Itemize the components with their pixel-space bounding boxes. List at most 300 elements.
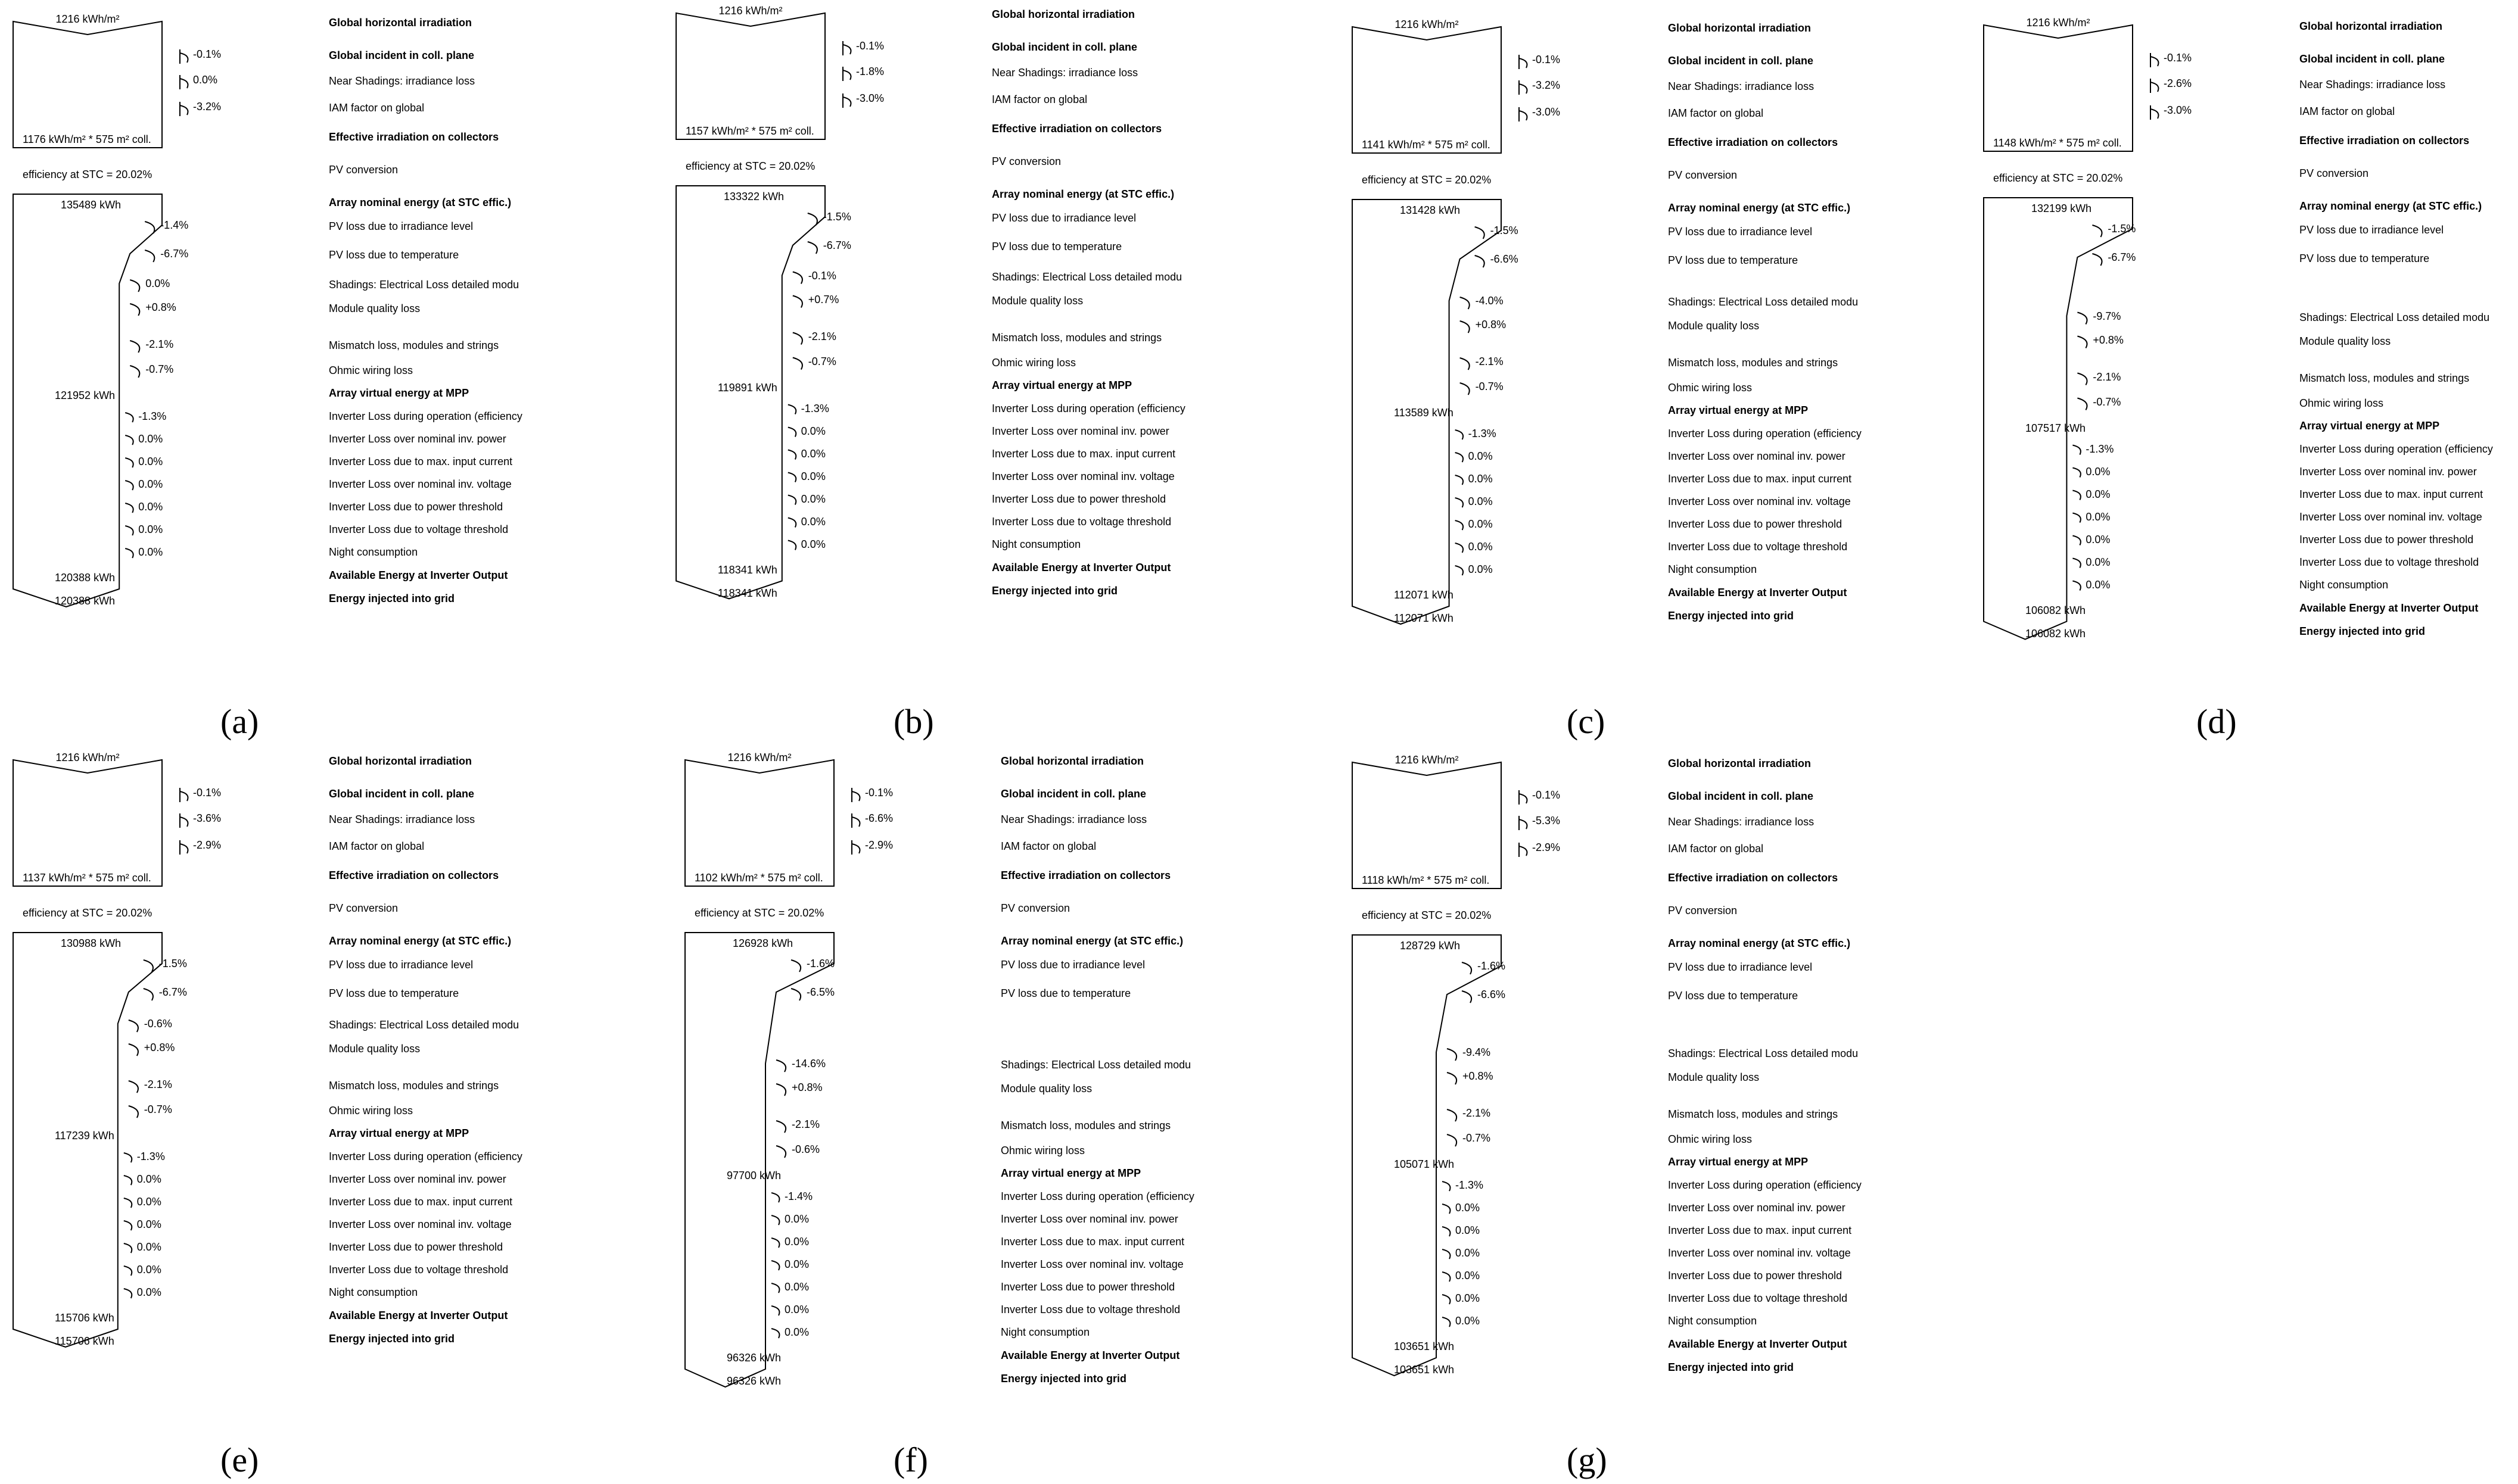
label-night: Night consumption — [1001, 1326, 1090, 1338]
loss-percent: -2.9% — [1532, 841, 1561, 853]
label-effective: Effective irradiation on collectors — [329, 131, 499, 143]
loss-percent: 0.0% — [1468, 541, 1493, 553]
label-elec-shading: Shadings: Electrical Loss detailed modu — [1668, 296, 1859, 308]
label-inv-current: Inverter Loss due to max. input current — [992, 447, 1176, 460]
loss-percent: -0.1% — [865, 787, 894, 799]
loss-percent: -1.3% — [801, 402, 829, 414]
loss-percent: 0.0% — [145, 278, 170, 289]
loss-hook-array — [130, 280, 139, 292]
loss-percent: -0.7% — [144, 1103, 172, 1115]
loss-hook-inverter — [1442, 1249, 1451, 1259]
loss-percent: 0.0% — [2086, 533, 2111, 545]
loss-percent: -2.1% — [1475, 356, 1504, 367]
label-near-shading: Near Shadings: irradiance loss — [329, 75, 475, 87]
array-nominal-value: 131428 kWh — [1400, 204, 1461, 216]
array-energy-box — [685, 933, 834, 1387]
irradiance-box — [685, 760, 834, 886]
loss-hook-inverter — [771, 1283, 780, 1293]
loss-percent: -6.7% — [158, 986, 187, 998]
available-energy-value: 115706 kWh — [55, 1312, 114, 1324]
loss-hook-top — [180, 79, 188, 88]
label-effective: Effective irradiation on collectors — [329, 869, 499, 881]
loss-hook-inverter — [2072, 445, 2081, 455]
loss-percent: -5.3% — [1532, 815, 1561, 827]
loss-percent: -3.6% — [193, 812, 222, 824]
label-inv-current: Inverter Loss due to max. input current — [1668, 1224, 1852, 1236]
loss-hook-array — [145, 250, 154, 262]
loss-hook-inverter — [124, 1243, 132, 1253]
label-injected: Energy injected into grid — [1001, 1373, 1127, 1385]
injected-energy-value: 120388 kWh — [55, 595, 116, 607]
loss-percent: -1.3% — [1468, 428, 1496, 439]
label-effective: Effective irradiation on collectors — [2299, 135, 2470, 146]
label-ohmic: Ohmic wiring loss — [1668, 1133, 1753, 1145]
loss-percent: -3.2% — [193, 101, 222, 113]
label-pv-conversion: PV conversion — [2299, 167, 2369, 179]
loss-hook-inverter — [788, 495, 796, 505]
loss-hook-array — [129, 1106, 138, 1118]
efficiency-text: efficiency at STC = 20.02% — [1993, 172, 2123, 184]
injected-energy-value: 106082 kWh — [2025, 627, 2086, 640]
loss-hook-inverter — [788, 541, 796, 550]
panel-caption: (e) — [220, 1441, 259, 1479]
panel-caption: (d) — [2196, 702, 2237, 741]
loss-hook-inverter — [771, 1193, 780, 1202]
loss-percent: 0.0% — [801, 515, 826, 528]
loss-hook-top — [843, 97, 851, 107]
label-inv-vth: Inverter Loss due to voltage threshold — [992, 515, 1172, 528]
loss-percent: 0.0% — [1455, 1292, 1480, 1304]
loss-percent: -2.1% — [145, 338, 174, 350]
loss-hook-inverter — [2072, 513, 2081, 523]
loss-hook-inverter — [771, 1261, 780, 1270]
loss-hook-array — [2092, 254, 2102, 266]
loss-hook-array — [144, 960, 153, 972]
loss-percent: -6.6% — [1477, 989, 1506, 1000]
label-mismatch: Mismatch loss, modules and strings — [1668, 1108, 1838, 1120]
label-array-mpp: Array virtual energy at MPP — [992, 379, 1132, 391]
panel-caption: (f) — [894, 1441, 928, 1479]
loss-percent: 0.0% — [1455, 1224, 1480, 1236]
loss-percent: -1.5% — [823, 211, 851, 223]
loss-hook-array — [1475, 255, 1484, 267]
loss-hook-inverter — [1455, 520, 1464, 530]
label-module-quality: Module quality loss — [1668, 1071, 1760, 1083]
loss-percent: -2.9% — [193, 839, 222, 851]
label-inv-eff: Inverter Loss during operation (efficiency — [992, 402, 1185, 414]
loss-hook-array — [130, 366, 139, 378]
label-array-nominal: Array nominal energy (at STC effic.) — [1668, 937, 1851, 949]
array-energy-box — [1352, 935, 1501, 1376]
label-array-mpp: Array virtual energy at MPP — [329, 387, 469, 399]
loss-hook-array — [2077, 336, 2087, 348]
loss-hook-array — [808, 213, 817, 225]
loss-hook-array — [791, 960, 801, 972]
array-mpp-value: 105071 kWh — [1394, 1158, 1455, 1170]
loss-hook-inverter — [124, 1221, 132, 1230]
loss-hook-array — [129, 1044, 138, 1056]
loss-hook-array — [144, 989, 153, 1000]
irradiance-box — [676, 13, 825, 139]
label-ghi: Global horizontal irradiation — [1668, 757, 1812, 769]
flow-arrow-svg — [1352, 27, 1978, 712]
available-energy-value: 118341 kWh — [718, 563, 777, 576]
label-mismatch: Mismatch loss, modules and strings — [329, 1080, 499, 1092]
label-inv-power: Inverter Loss over nominal inv. power — [329, 1173, 506, 1185]
loss-hook-inverter — [1455, 475, 1464, 485]
ghi-value: 1216 kWh/m² — [2026, 17, 2090, 29]
label-mismatch: Mismatch loss, modules and strings — [2299, 372, 2470, 384]
loss-hook-inverter — [2072, 468, 2081, 478]
loss-hook-array — [1447, 1109, 1456, 1121]
label-pv-conversion: PV conversion — [1001, 902, 1070, 914]
label-inv-voltage: Inverter Loss over nominal inv. voltage — [1001, 1258, 1184, 1270]
loss-hook-inverter — [1455, 453, 1464, 462]
loss-hook-top — [852, 844, 860, 853]
panel-caption: (g) — [1567, 1441, 1607, 1479]
label-irr-level: PV loss due to irradiance level — [329, 959, 474, 971]
label-module-quality: Module quality loss — [2299, 335, 2391, 347]
loss-hook-top — [1519, 58, 1527, 68]
flow-arrow-svg — [685, 760, 1311, 1445]
label-array-mpp: Array virtual energy at MPP — [1668, 404, 1809, 416]
loss-hook-inverter — [788, 405, 796, 414]
label-injected: Energy injected into grid — [2299, 625, 2426, 637]
label-effective: Effective irradiation on collectors — [1668, 136, 1838, 148]
label-incident: Global incident in coll. plane — [1001, 788, 1147, 800]
loss-hook-inverter — [1442, 1181, 1451, 1191]
label-inv-pth: Inverter Loss due to power threshold — [329, 501, 503, 513]
loss-percent: -1.3% — [1455, 1179, 1484, 1191]
array-nominal-value: 130988 kWh — [61, 937, 122, 949]
label-inv-pth: Inverter Loss due to power threshold — [2299, 533, 2474, 545]
loss-percent: 0.0% — [2086, 578, 2111, 591]
loss-percent: -0.7% — [145, 363, 174, 375]
loss-hook-array — [1462, 962, 1471, 974]
label-mismatch: Mismatch loss, modules and strings — [1001, 1120, 1171, 1131]
available-energy-value: 120388 kWh — [55, 572, 116, 584]
label-injected: Energy injected into grid — [329, 593, 455, 604]
effective-irradiation-value: 1148 kWh/m² * 575 m² coll. — [1993, 137, 2122, 149]
label-inv-pth: Inverter Loss due to power threshold — [992, 492, 1166, 505]
flow-panel-d — [1984, 17, 2518, 710]
loss-percent: 0.0% — [2086, 556, 2111, 568]
label-mismatch: Mismatch loss, modules and strings — [329, 339, 499, 351]
array-nominal-value: 135489 kWh — [61, 199, 122, 211]
loss-percent: 0.0% — [2086, 510, 2111, 523]
label-near-shading: Near Shadings: irradiance loss — [2299, 79, 2446, 91]
loss-hook-array — [1460, 358, 1470, 370]
loss-hook-array — [145, 222, 154, 233]
loss-percent: -2.1% — [2093, 370, 2121, 383]
loss-hook-inverter — [1442, 1317, 1451, 1327]
loss-percent: 0.0% — [1468, 495, 1493, 507]
flow-panel-a — [13, 13, 639, 706]
array-mpp-value: 107517 kWh — [2025, 422, 2086, 434]
loss-percent: 0.0% — [801, 538, 826, 550]
label-inv-power: Inverter Loss over nominal inv. power — [329, 433, 506, 445]
loss-hook-inverter — [125, 458, 133, 467]
loss-percent: -2.1% — [808, 330, 836, 342]
effective-irradiation-value: 1118 kWh/m² * 575 m² coll. — [1362, 874, 1490, 886]
label-inv-power: Inverter Loss over nominal inv. power — [992, 425, 1169, 437]
loss-percent: 0.0% — [2086, 465, 2111, 478]
loss-hook-array — [808, 242, 817, 254]
loss-hook-top — [180, 817, 188, 827]
array-nominal-value: 133322 kWh — [724, 191, 785, 202]
loss-percent: +0.8% — [792, 1081, 823, 1093]
loss-percent: 0.0% — [785, 1281, 810, 1293]
label-array-nominal: Array nominal energy (at STC effic.) — [2299, 200, 2482, 212]
loss-percent: -9.7% — [2093, 310, 2121, 322]
effective-irradiation-value: 1137 kWh/m² * 575 m² coll. — [23, 872, 151, 884]
loss-percent: -0.6% — [792, 1143, 820, 1155]
label-ohmic: Ohmic wiring loss — [2299, 397, 2384, 409]
loss-hook-inverter — [1442, 1272, 1451, 1282]
efficiency-text: efficiency at STC = 20.02% — [23, 169, 152, 180]
irradiance-box — [13, 21, 162, 148]
loss-percent: -1.3% — [2086, 442, 2114, 455]
label-iam: IAM factor on global — [1668, 107, 1764, 119]
label-temperature: PV loss due to temperature — [329, 249, 459, 261]
label-inv-eff: Inverter Loss during operation (efficiency — [1001, 1190, 1194, 1202]
loss-hook-inverter — [124, 1289, 132, 1298]
efficiency-text: efficiency at STC = 20.02% — [23, 907, 152, 919]
label-array-nominal: Array nominal energy (at STC effic.) — [1668, 202, 1851, 214]
label-array-nominal: Array nominal energy (at STC effic.) — [329, 935, 512, 947]
loss-hook-inverter — [1442, 1227, 1451, 1236]
loss-hook-top — [1519, 819, 1527, 829]
loss-percent: -0.6% — [144, 1018, 172, 1030]
label-irr-level: PV loss due to irradiance level — [992, 212, 1137, 224]
label-night: Night consumption — [2299, 578, 2389, 591]
label-irr-level: PV loss due to irradiance level — [2299, 224, 2444, 236]
label-ohmic: Ohmic wiring loss — [329, 364, 413, 376]
loss-percent: -2.1% — [792, 1118, 820, 1130]
flow-panel-c — [1352, 18, 1978, 712]
loss-percent: -3.0% — [1532, 106, 1561, 118]
loss-hook-inverter — [125, 435, 133, 445]
loss-hook-inverter — [771, 1329, 780, 1338]
label-available: Available Energy at Inverter Output — [1668, 587, 1847, 598]
label-module-quality: Module quality loss — [992, 294, 1084, 307]
loss-percent: +0.8% — [2093, 333, 2124, 346]
efficiency-text: efficiency at STC = 20.02% — [686, 160, 816, 172]
label-temperature: PV loss due to temperature — [1668, 990, 1798, 1002]
loss-hook-array — [776, 1084, 786, 1096]
loss-percent: -0.1% — [2164, 52, 2192, 64]
loss-percent: -6.6% — [865, 812, 894, 824]
loss-percent: -9.4% — [1462, 1046, 1491, 1058]
label-near-shading: Near Shadings: irradiance loss — [329, 813, 475, 825]
label-night: Night consumption — [1668, 1315, 1757, 1327]
label-irr-level: PV loss due to irradiance level — [1001, 959, 1146, 971]
label-module-quality: Module quality loss — [329, 1043, 421, 1055]
label-pv-conversion: PV conversion — [1668, 169, 1738, 181]
loss-percent: 0.0% — [136, 1286, 161, 1298]
label-array-mpp: Array virtual energy at MPP — [1001, 1167, 1141, 1179]
label-available: Available Energy at Inverter Output — [2299, 601, 2479, 614]
label-inv-eff: Inverter Loss during operation (efficiency — [2299, 442, 2493, 455]
loss-percent: -0.1% — [193, 787, 222, 799]
loss-hook-top — [2150, 109, 2159, 119]
loss-hook-array — [776, 1060, 786, 1072]
loss-hook-array — [776, 1146, 786, 1158]
label-incident: Global incident in coll. plane — [329, 49, 475, 61]
label-inv-power: Inverter Loss over nominal inv. power — [1668, 1202, 1845, 1214]
injected-energy-value: 118341 kWh — [718, 587, 777, 599]
label-elec-shading: Shadings: Electrical Loss detailed modu — [2299, 311, 2490, 323]
label-inv-vth: Inverter Loss due to voltage threshold — [2299, 556, 2479, 568]
loss-hook-inverter — [771, 1238, 780, 1248]
label-pv-conversion: PV conversion — [329, 902, 399, 914]
irradiance-box — [1352, 762, 1501, 888]
loss-percent: -4.0% — [1475, 295, 1504, 307]
loss-percent: 0.0% — [785, 1304, 810, 1315]
label-inv-voltage: Inverter Loss over nominal inv. voltage — [2299, 510, 2482, 523]
label-module-quality: Module quality loss — [1668, 320, 1760, 332]
loss-percent: -6.6% — [1490, 253, 1518, 265]
label-inv-eff: Inverter Loss during operation (efficiency — [1668, 1179, 1862, 1191]
available-energy-value: 106082 kWh — [2025, 604, 2086, 616]
available-energy-value: 103651 kWh — [1394, 1340, 1455, 1352]
loss-percent: -1.4% — [785, 1190, 813, 1202]
label-inv-vth: Inverter Loss due to voltage threshold — [1001, 1304, 1181, 1315]
loss-hook-inverter — [788, 450, 796, 460]
loss-percent: -2.1% — [144, 1078, 172, 1090]
loss-percent: -0.1% — [808, 269, 836, 282]
label-inv-eff: Inverter Loss during operation (efficiency — [1668, 428, 1862, 439]
loss-percent: -2.1% — [1462, 1107, 1491, 1119]
label-night: Night consumption — [992, 538, 1081, 550]
label-available: Available Energy at Inverter Output — [329, 569, 508, 581]
label-injected: Energy injected into grid — [329, 1333, 455, 1345]
effective-irradiation-value: 1157 kWh/m² * 575 m² coll. — [686, 125, 814, 137]
loss-percent: -0.7% — [808, 355, 836, 367]
label-array-mpp: Array virtual energy at MPP — [329, 1127, 469, 1139]
loss-percent: -3.0% — [2164, 104, 2192, 116]
loss-percent: 0.0% — [785, 1326, 810, 1338]
loss-percent: 0.0% — [785, 1236, 810, 1248]
label-injected: Energy injected into grid — [1668, 610, 1794, 622]
loss-percent: -1.6% — [807, 958, 835, 969]
efficiency-text: efficiency at STC = 20.02% — [1362, 174, 1492, 186]
label-inv-current: Inverter Loss due to max. input current — [329, 1196, 513, 1208]
label-module-quality: Module quality loss — [329, 303, 421, 314]
label-inv-voltage: Inverter Loss over nominal inv. voltage — [329, 1218, 512, 1230]
loss-percent: 0.0% — [136, 1196, 161, 1208]
loss-percent: 0.0% — [193, 74, 218, 86]
label-incident: Global incident in coll. plane — [1668, 790, 1814, 802]
loss-percent: -3.2% — [1532, 79, 1561, 91]
loss-hook-array — [1447, 1049, 1456, 1061]
loss-percent: -3.0% — [856, 92, 885, 104]
loss-hook-top — [1519, 84, 1527, 93]
array-mpp-value: 113589 kWh — [1394, 407, 1453, 419]
loss-percent: +0.8% — [1462, 1070, 1493, 1082]
loss-hook-array — [1475, 227, 1484, 239]
loss-hook-inverter — [788, 428, 796, 437]
effective-irradiation-value: 1176 kWh/m² * 575 m² coll. — [23, 133, 151, 145]
irradiance-box — [1984, 25, 2133, 151]
label-elec-shading: Shadings: Electrical Loss detailed modu — [1001, 1059, 1191, 1071]
irradiance-box — [13, 760, 162, 886]
label-ohmic: Ohmic wiring loss — [992, 356, 1076, 369]
loss-percent: -6.5% — [807, 986, 835, 998]
array-nominal-value: 132199 kWh — [2031, 202, 2092, 214]
available-energy-value: 96326 kWh — [727, 1352, 782, 1364]
label-iam: IAM factor on global — [1668, 843, 1764, 855]
loss-hook-inverter — [2072, 559, 2081, 568]
loss-hook-top — [843, 45, 851, 54]
label-incident: Global incident in coll. plane — [992, 41, 1138, 53]
loss-percent: -0.1% — [1532, 789, 1561, 801]
loss-hook-inverter — [124, 1176, 132, 1185]
loss-percent: -0.7% — [2093, 395, 2121, 408]
loss-percent: -0.7% — [1462, 1132, 1491, 1144]
loss-percent: -0.7% — [1475, 381, 1504, 392]
loss-hook-inverter — [788, 473, 796, 482]
loss-hook-inverter — [125, 413, 133, 422]
loss-hook-inverter — [2072, 581, 2081, 591]
label-mismatch: Mismatch loss, modules and strings — [992, 331, 1162, 344]
loss-hook-inverter — [125, 526, 133, 535]
loss-hook-inverter — [1455, 498, 1464, 507]
loss-percent: +0.8% — [1475, 319, 1507, 331]
label-inv-vth: Inverter Loss due to voltage threshold — [329, 1264, 509, 1276]
label-ghi: Global horizontal irradiation — [1668, 22, 1812, 34]
ghi-value: 1216 kWh/m² — [727, 752, 792, 763]
array-mpp-value: 117239 kWh — [55, 1130, 114, 1142]
label-ghi: Global horizontal irradiation — [992, 8, 1135, 20]
loss-percent: 0.0% — [138, 523, 163, 535]
injected-energy-value: 112071 kWh — [1394, 612, 1453, 624]
loss-hook-inverter — [771, 1306, 780, 1315]
loss-hook-inverter — [124, 1266, 132, 1276]
loss-hook-inverter — [2072, 536, 2081, 545]
label-array-mpp: Array virtual energy at MPP — [2299, 419, 2440, 432]
label-inv-voltage: Inverter Loss over nominal inv. voltage — [329, 478, 512, 490]
loss-hook-inverter — [1455, 566, 1464, 575]
label-ghi: Global horizontal irradiation — [329, 17, 472, 29]
array-nominal-value: 126928 kWh — [733, 937, 793, 949]
label-inv-current: Inverter Loss due to max. input current — [329, 456, 513, 467]
loss-percent: 0.0% — [1455, 1315, 1480, 1327]
available-energy-value: 112071 kWh — [1394, 589, 1453, 601]
panel-caption: (c) — [1567, 702, 1605, 741]
label-available: Available Energy at Inverter Output — [1001, 1349, 1180, 1361]
flow-panel-b — [676, 5, 1302, 698]
injected-energy-value: 103651 kWh — [1394, 1364, 1455, 1376]
loss-hook-inverter — [124, 1198, 132, 1208]
label-inv-pth: Inverter Loss due to power threshold — [1668, 518, 1842, 530]
label-temperature: PV loss due to temperature — [1668, 254, 1798, 266]
label-inv-power: Inverter Loss over nominal inv. power — [2299, 465, 2477, 478]
loss-hook-top — [1519, 846, 1527, 856]
loss-percent: -1.4% — [160, 219, 189, 231]
label-mismatch: Mismatch loss, modules and strings — [1668, 357, 1838, 369]
loss-percent: -1.3% — [138, 410, 167, 422]
label-inv-vth: Inverter Loss due to voltage threshold — [1668, 1292, 1848, 1304]
label-incident: Global incident in coll. plane — [329, 788, 475, 800]
label-irr-level: PV loss due to irradiance level — [1668, 226, 1813, 238]
loss-percent: -1.5% — [1490, 225, 1518, 236]
label-pv-conversion: PV conversion — [329, 164, 399, 176]
label-temperature: PV loss due to temperature — [329, 987, 459, 999]
label-near-shading: Near Shadings: irradiance loss — [992, 67, 1138, 79]
loss-hook-top — [180, 105, 188, 115]
loss-hook-inverter — [771, 1215, 780, 1225]
